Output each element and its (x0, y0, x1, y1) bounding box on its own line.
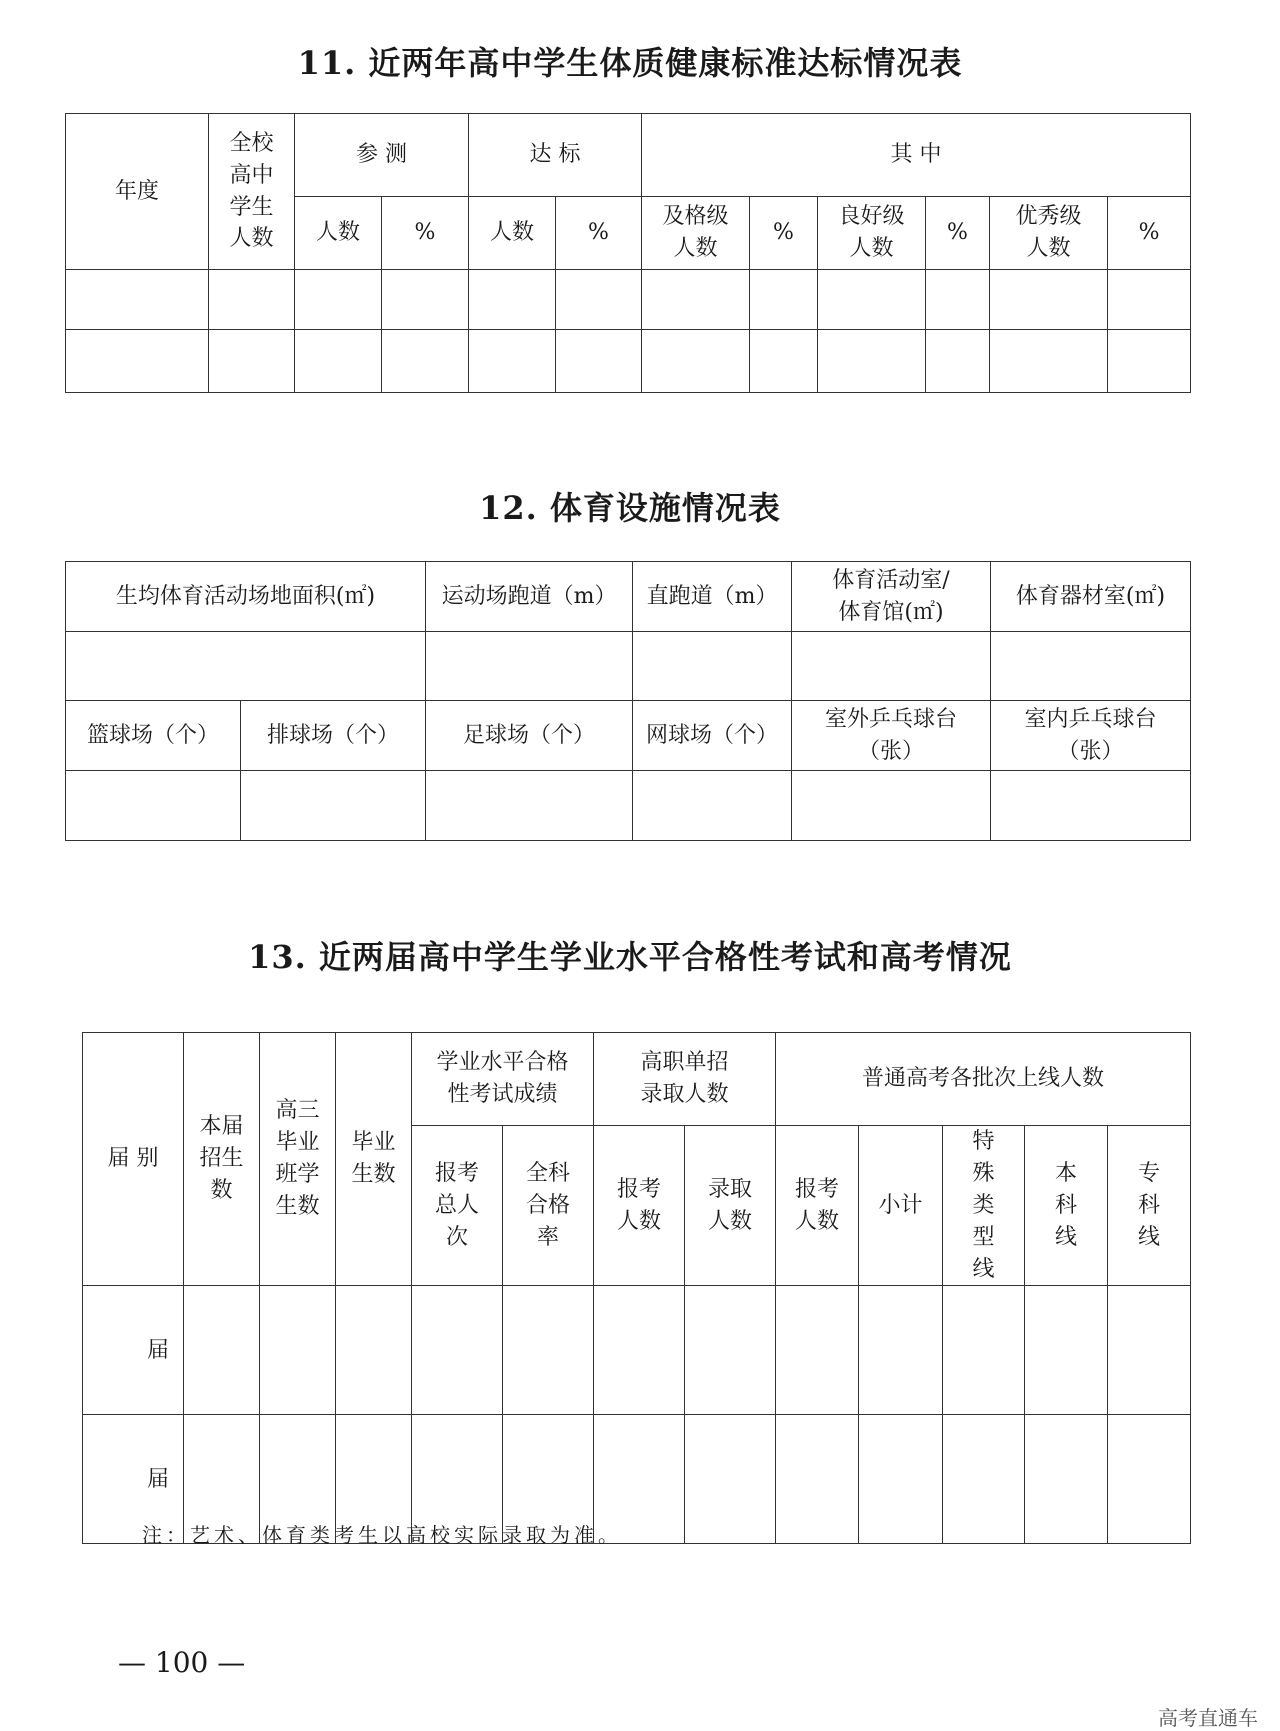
header-exam-total: 报考总人次 (412, 1126, 503, 1286)
sports-facilities-table (65, 561, 1191, 841)
header-undergrad-line: 本科线 (1025, 1126, 1108, 1286)
header-pct: % (750, 197, 818, 270)
table11-title: 11. 近两年高中学生体质健康标准达标情况表 (297, 44, 963, 82)
football: 足球场（个） (426, 701, 633, 771)
header-pct: % (1108, 197, 1191, 270)
row-label: 届 (83, 1415, 184, 1544)
header-vocational: 高职单招录取人数 (594, 1033, 776, 1126)
header-good: 良好级人数 (818, 197, 926, 270)
header-people: 人数 (295, 197, 382, 270)
header-excellent: 优秀级人数 (990, 197, 1108, 270)
area-per-student: 生均体育活动场地面积(㎡) (66, 562, 426, 632)
indoor-pingpong: 室内乒乓球台（张） (991, 701, 1191, 771)
gym: 体育活动室/体育馆(㎡) (792, 562, 991, 632)
header-gk-applicants: 报考人数 (776, 1126, 859, 1286)
header-subtotal: 小计 (859, 1126, 943, 1286)
table-row (66, 632, 1191, 701)
header-junior-line: 专科线 (1108, 1126, 1191, 1286)
page-number: — 100 — (118, 1646, 246, 1679)
header-qualified: 及格级人数 (642, 197, 750, 270)
tennis: 网球场（个） (633, 701, 792, 771)
header-pass: 达 标 (469, 114, 642, 197)
header-all-pass-rate: 全科合格率 (503, 1126, 594, 1286)
header-graduates-total: 本届招生数 (184, 1033, 260, 1286)
fitness-standard-table (65, 113, 1191, 393)
header-session: 届 别 (83, 1033, 184, 1286)
outdoor-pingpong: 室外乒乓球台（张） (792, 701, 991, 771)
header-graduates: 毕业生数 (336, 1033, 412, 1286)
header-year: 年度 (66, 114, 209, 270)
header-participate: 参 测 (295, 114, 469, 197)
table13-title: 13. 近两届高中学生学业水平合格性考试和高考情况 (248, 938, 1012, 976)
brand-watermark: 高考直通车 (1158, 1706, 1258, 1730)
row-label: 届 (83, 1286, 184, 1415)
header-admitted: 录取人数 (685, 1126, 776, 1286)
header-academic-exam: 学业水平合格性考试成绩 (412, 1033, 594, 1126)
header-gaokao: 普通高考各批次上线人数 (776, 1033, 1191, 1126)
footnote: 注：艺术、体育类考生以高校实际录取为准。 (142, 1523, 622, 1547)
equipment-room: 体育器材室(㎡) (991, 562, 1191, 632)
table-row (83, 1286, 1191, 1415)
table-row (66, 330, 1191, 393)
track: 运动场跑道（m） (426, 562, 633, 632)
straight-track: 直跑道（m） (633, 562, 792, 632)
header-pct: % (926, 197, 990, 270)
header-people: 人数 (469, 197, 556, 270)
exam-results-table (82, 1032, 1191, 1544)
basketball: 篮球场（个） (66, 701, 241, 771)
header-pct: % (382, 197, 469, 270)
table-row (66, 270, 1191, 330)
table12-title: 12. 体育设施情况表 (479, 489, 781, 527)
header-special-line: 特殊类型线 (943, 1126, 1025, 1286)
header-senior-classes: 高三毕业班学生数 (260, 1033, 336, 1286)
volleyball: 排球场（个） (241, 701, 426, 771)
table-row (66, 771, 1191, 841)
header-applicants: 报考人数 (594, 1126, 685, 1286)
header-of-which: 其 中 (642, 114, 1191, 197)
header-pct: % (556, 197, 642, 270)
header-total-students: 全校高中学生人数 (209, 114, 295, 270)
